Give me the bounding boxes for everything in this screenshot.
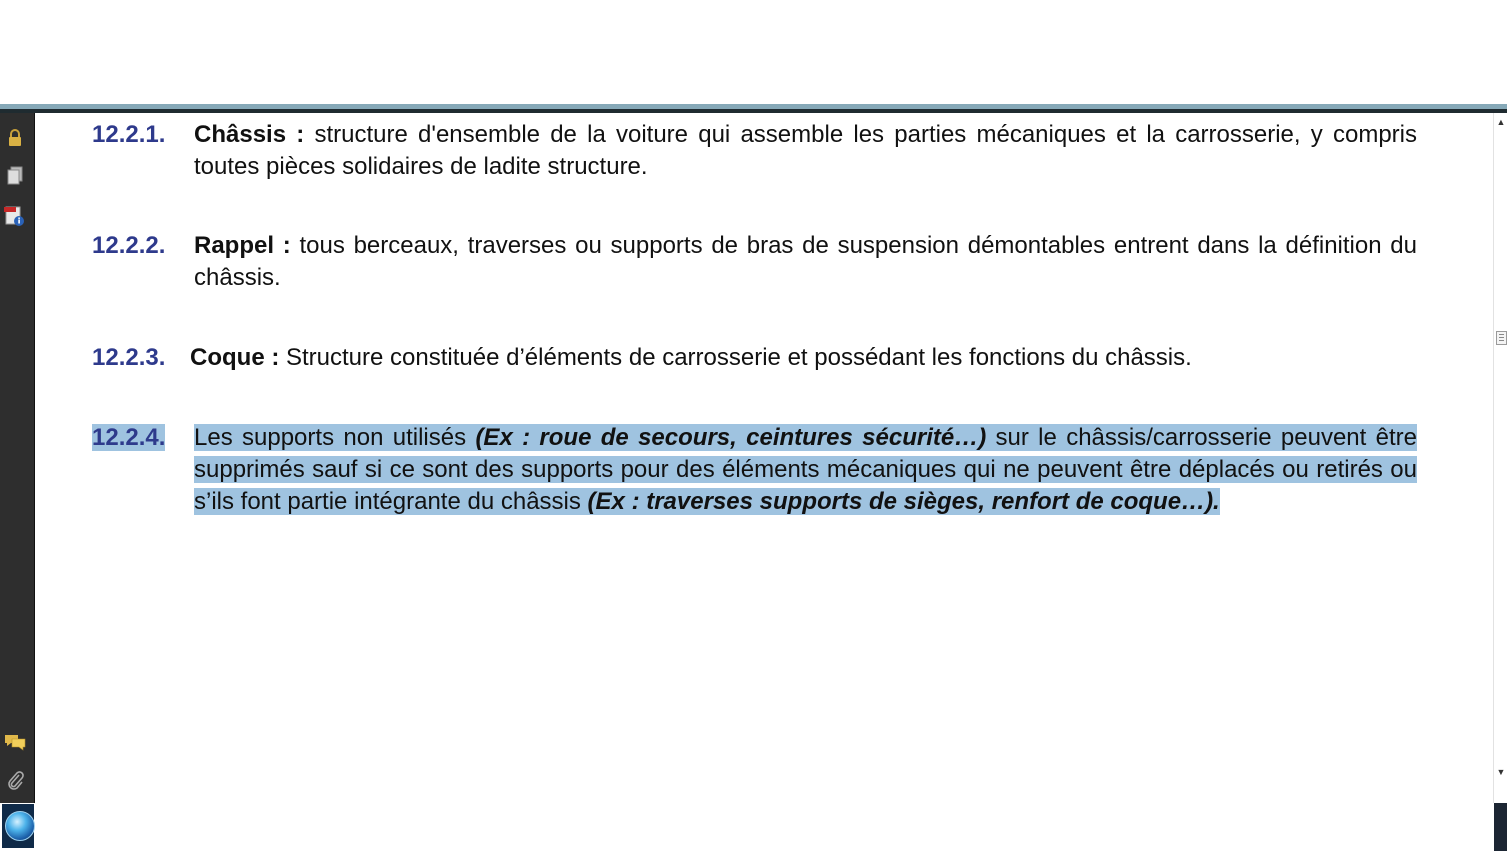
vertical-scrollbar[interactable] <box>1493 113 1508 803</box>
section-term: Châssis : <box>194 121 305 148</box>
section-number: 12.2.2. <box>92 232 166 259</box>
navigation-panel <box>0 113 35 803</box>
windows-orb-icon <box>5 811 35 841</box>
section-number-selected: 12.2.4. <box>92 424 166 451</box>
scroll-down-arrow-icon[interactable]: ▼ <box>1496 767 1506 777</box>
scroll-up-arrow-icon[interactable]: ▲ <box>1496 117 1506 127</box>
window-edge <box>1507 104 1512 851</box>
lock-icon[interactable] <box>4 127 26 149</box>
section-text: tous berceaux, traverses ou supports de bras de suspension démontables entrent dans la définition du châssis. <box>194 232 1417 291</box>
section-text: Structure constituée d’éléments de carrosserie et possédant les fonctions du châssis. <box>279 344 1192 371</box>
pdf-info-icon[interactable] <box>4 205 26 227</box>
section-paragraph <box>194 230 1417 294</box>
pages-icon[interactable] <box>4 165 26 187</box>
attachment-icon[interactable] <box>4 769 26 791</box>
section-paragraph <box>194 119 1417 183</box>
section-text: sur le châssis/carrosserie peuvent être supprimés sauf si ce sont des supports pour des éléments mécaniques qui ne peuvent être déplacés ou retirés ou s’ils font partie intégrante du châssis <box>194 424 1417 515</box>
section-example: (Ex : traverses supports de sièges, renfort de coque…). <box>587 488 1220 515</box>
section-text: Les supports non utilisés <box>194 424 476 451</box>
section-number: 12.2.3. <box>92 344 166 371</box>
section-paragraph <box>190 342 1417 374</box>
window-top-area <box>0 0 1512 104</box>
section-number <box>92 422 165 454</box>
selected-paragraph[interactable] <box>194 422 1417 518</box>
section-term: Coque : <box>190 344 280 371</box>
scroll-thumb[interactable] <box>1496 331 1507 345</box>
start-button[interactable] <box>2 804 34 848</box>
comments-icon[interactable] <box>4 731 26 753</box>
section-example: (Ex : roue de secours, ceintures sécurité…) <box>475 424 987 451</box>
section-number: 12.2.1. <box>92 121 166 148</box>
taskbar-corner <box>1494 803 1507 851</box>
document-page <box>35 113 1493 851</box>
section-term: Rappel : <box>194 232 291 259</box>
section-text: structure d'ensemble de la voiture qui assemble les parties mécaniques et la carrosserie, y compris toutes pièces solidaires de ladite structure. <box>194 121 1417 180</box>
